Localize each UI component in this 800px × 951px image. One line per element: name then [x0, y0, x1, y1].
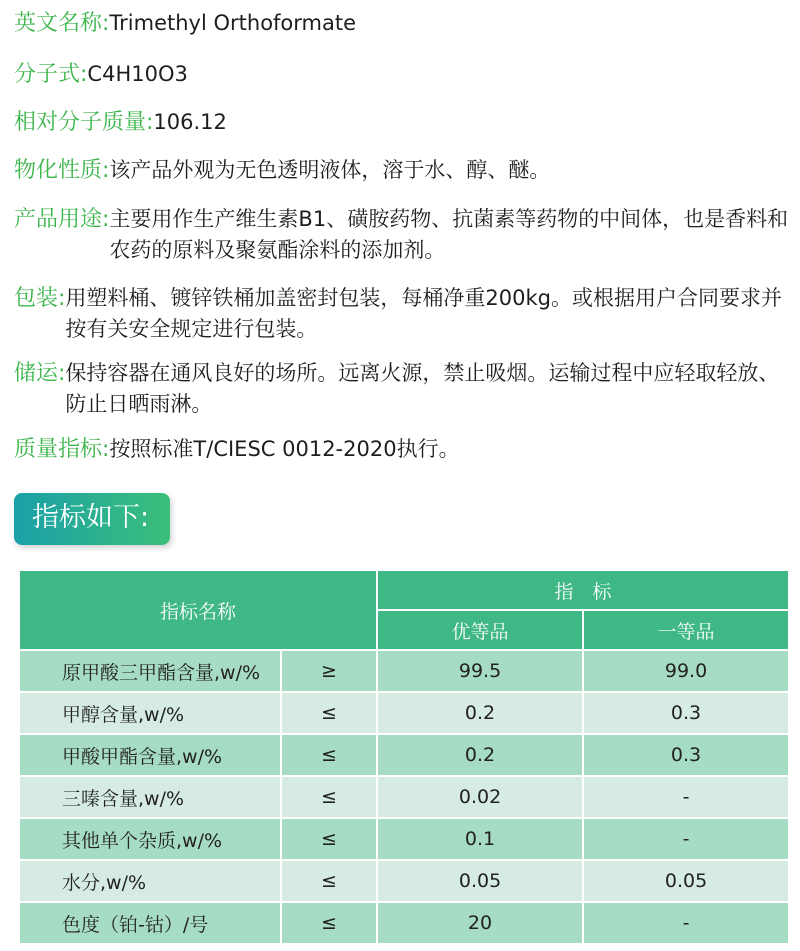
row-symbol: ≤ [281, 776, 377, 818]
prop-usage [14, 204, 790, 266]
row-grade-superior: 0.05 [377, 860, 583, 902]
row-symbol: ≥ [281, 650, 377, 692]
prop-label: 相对分子质量: [14, 110, 154, 135]
table-row [19, 860, 789, 902]
row-grade-first: - [583, 902, 789, 944]
row-symbol: ≤ [281, 902, 377, 944]
row-grade-first: - [583, 776, 789, 818]
row-grade-first: - [583, 818, 789, 860]
row-grade-superior: 20 [377, 902, 583, 944]
prop-molecular-formula [14, 59, 790, 90]
prop-value: 按照标准T/CIESC 0012-2020执行。 [109, 437, 460, 461]
header-index: 指 标 [377, 570, 789, 610]
section-title: 指标如下: [32, 502, 150, 533]
row-name: 色度（铂-钴）/号 [19, 902, 281, 944]
prop-label: 质量指标: [14, 437, 110, 462]
spec-table [18, 569, 790, 945]
prop-label: 分子式: [14, 62, 88, 87]
prop-packaging [14, 283, 790, 345]
row-name: 甲酸甲酯含量,w/% [19, 734, 281, 776]
prop-quality-standard [14, 434, 790, 465]
prop-value: 保持容器在通风良好的场所。远离火源，禁止吸烟。运输过程中应轻取轻放、防止日晒雨淋。 [65, 361, 780, 416]
row-name: 原甲酸三甲酯含量,w/% [19, 650, 281, 692]
table-row [19, 818, 789, 860]
row-grade-superior: 0.2 [377, 692, 583, 734]
prop-value: 106.12 [153, 110, 227, 134]
row-grade-first: 99.0 [583, 650, 789, 692]
header-grade-first: 一等品 [583, 610, 789, 650]
prop-value: C4H10O3 [87, 62, 188, 86]
table-row [19, 650, 789, 692]
row-symbol: ≤ [281, 818, 377, 860]
prop-value: 用塑料桶、镀锌铁桶加盖密封包装，每桶净重200kg。或根据用户合同要求并按有关安全规定进行包装。 [65, 286, 782, 341]
section-title-badge [14, 493, 170, 545]
header-grade-superior: 优等品 [377, 610, 583, 650]
row-name: 水分,w/% [19, 860, 281, 902]
table-row [19, 902, 789, 944]
row-symbol: ≤ [281, 692, 377, 734]
prop-value: Trimethyl Orthoformate [109, 11, 357, 35]
prop-label: 储运: [14, 361, 66, 386]
row-grade-first: 0.3 [583, 692, 789, 734]
row-grade-first: 0.05 [583, 860, 789, 902]
row-grade-superior: 0.1 [377, 818, 583, 860]
prop-label: 包装: [14, 286, 66, 311]
prop-label: 产品用途: [14, 207, 110, 232]
row-name: 甲醇含量,w/% [19, 692, 281, 734]
prop-english-name [14, 8, 790, 39]
row-name: 三嗪含量,w/% [19, 776, 281, 818]
table-row [19, 692, 789, 734]
prop-value: 该产品外观为无色透明液体，溶于水、醇、醚。 [109, 158, 551, 182]
row-grade-superior: 0.02 [377, 776, 583, 818]
row-symbol: ≤ [281, 734, 377, 776]
prop-molecular-weight [14, 107, 790, 138]
row-name: 其他单个杂质,w/% [19, 818, 281, 860]
prop-label: 物化性质: [14, 158, 110, 183]
table-row [19, 734, 789, 776]
row-grade-superior: 0.2 [377, 734, 583, 776]
header-index-name: 指标名称 [19, 570, 377, 650]
prop-value: 主要用作生产维生素B1、磺胺药物、抗菌素等药物的中间体，也是香料和农药的原料及聚氨酯涂料的添加剂。 [109, 207, 789, 262]
row-grade-superior: 99.5 [377, 650, 583, 692]
table-row [19, 776, 789, 818]
row-grade-first: 0.3 [583, 734, 789, 776]
row-symbol: ≤ [281, 860, 377, 902]
prop-physical-properties [14, 155, 790, 186]
prop-label: 英文名称: [14, 11, 110, 36]
prop-storage [14, 358, 790, 420]
